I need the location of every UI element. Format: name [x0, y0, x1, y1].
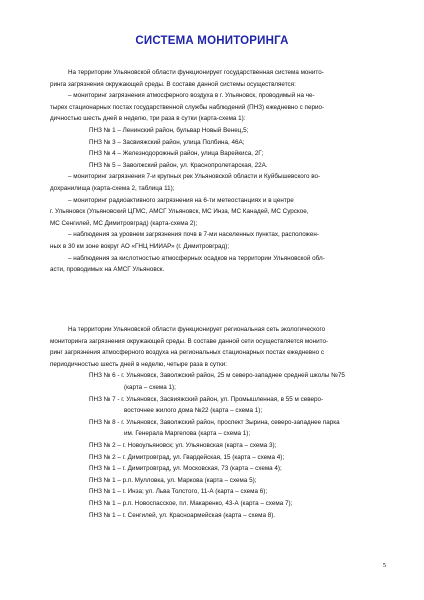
section-state-monitoring — [50, 67, 388, 276]
text-line: периодичностью шесть дней в неделю, четыре раза в сутки: — [50, 360, 227, 368]
text-line: тырех стационарных постах государственной службы наблюдений (ПНЗ) ежедневно с перио- — [50, 103, 325, 111]
list-item: ПНЗ № 5 – Заволжский район, ул. Краснопролетарская, 22А. — [89, 161, 268, 169]
list-item: ПНЗ № 1 – Ленинский район, бульвар Новый Венец,5; — [89, 126, 249, 134]
text-line: На территории Ульяновской области функционирует государственная система монито- — [68, 69, 324, 76]
list-item: (карта – схема 1); — [124, 383, 176, 391]
page-number: 5 — [382, 562, 386, 569]
list-item: ПНЗ № 1 – г. Инза; ул. Льва Толстого, 11-А (карта – схема 6); — [89, 488, 268, 496]
text-line: – наблюдения за уровнем загрязнения почв в 7-ми населенных пунктах, расположен- — [68, 231, 319, 239]
text-line: дохранилища (карта-схема 2, таблица 11); — [50, 184, 175, 192]
list-item: ПНЗ № 1 – г. Сенгилей, ул. Красноармейская (карта – схема 8). — [89, 511, 276, 519]
list-item: ПНЗ № 6 - г. Ульяновск, Заволжский район, 25 м северо-западнее средней школы №75 — [89, 372, 345, 380]
list-item: ПНЗ № 8 - г. Ульяновск, Заволжский район, проспект Зырина, северо-западнее парка — [89, 418, 340, 426]
text-line: На территории Ульяновской области функционирует региональная сеть экологического — [68, 326, 326, 333]
list-item: ПНЗ № 3 – Засвияжский район, улица Полбина, 46А; — [89, 138, 245, 146]
list-item: им. Генерала Маргелова (карта – схема 1); — [124, 430, 251, 438]
list-item: ПНЗ № 1 – р.п. Новоспасское, пл. Макаренко, 43-А (карта – схема 7); — [89, 499, 293, 507]
list-item: ПНЗ № 2 – г. Новоульяновск; ул. Ульяновская (карта – схема 3); — [89, 441, 277, 449]
list-item: ПНЗ № 4 – Железнодорожный район, улица Варейкиса, 2Г; — [89, 150, 264, 158]
list-item: ПНЗ № 7 - г. Ульяновск, Засвияжский район, ул. Промышленная, в 55 м северо- — [89, 395, 324, 403]
text-line: дичностью шесть дней в неделю, три раза в сутки (карта-схема 1): — [50, 115, 246, 123]
list-item: восточнее жилого дома №22 (карта – схема 1); — [124, 407, 263, 415]
text-line: г. Ульяновск (Ульяновский ЦГМС, АМСГ Ульяновск, МС Инза, МС Канадей, МС Сурское, — [50, 208, 309, 216]
page-title: СИСТЕМА МОНИТОРИНГА — [135, 35, 289, 47]
text-line: – мониторинг загрязнения атмосферного воздуха в г. Ульяновск, проводимый на че- — [68, 92, 315, 100]
text-line: ринг загрязнения атмосферного воздуха на региональных стационарных постах ежедневно с — [50, 349, 325, 357]
list-item: ПНЗ № 1 – р.п. Мулловка, ул. Маркова (карта – схема 5); — [89, 476, 257, 484]
text-line: ных в 30 км зоне вокруг АО «ГНЦ НИИАР» (г. Димитровград); — [50, 242, 230, 250]
text-line: ринга загрязнения окружающей среды. В составе данной системы осуществляется: — [50, 80, 296, 88]
list-item: ПНЗ № 2 – г. Димитровград, ул. Гвардейская, 15 (карта – схема 4); — [89, 453, 285, 461]
text-line: – наблюдения за кислотностью атмосферных осадков на территории Ульяновской обл- — [68, 254, 325, 262]
text-line: МС Сенгилей, МС Димитровград) (карта-схема 2); — [50, 219, 198, 227]
text-line: асти, проводимых на АМСГ Ульяновск. — [50, 266, 165, 274]
text-line: мониторинга загрязнения окружающей среды. В составе данной сети осуществляется монито- — [50, 337, 329, 345]
text-line: – мониторинг загрязнения 7-и крупных рек Ульяновской области и Куйбышевского во- — [68, 173, 321, 181]
text-line: – мониторинг радиоактивного загрязнения на 6-ти метеостанциях и в центре — [68, 196, 294, 204]
section-regional-monitoring — [50, 324, 388, 521]
list-item: ПНЗ № 1 – г. Димитровград, ул. Московская, 73 (карта – схема 4); — [89, 465, 282, 473]
